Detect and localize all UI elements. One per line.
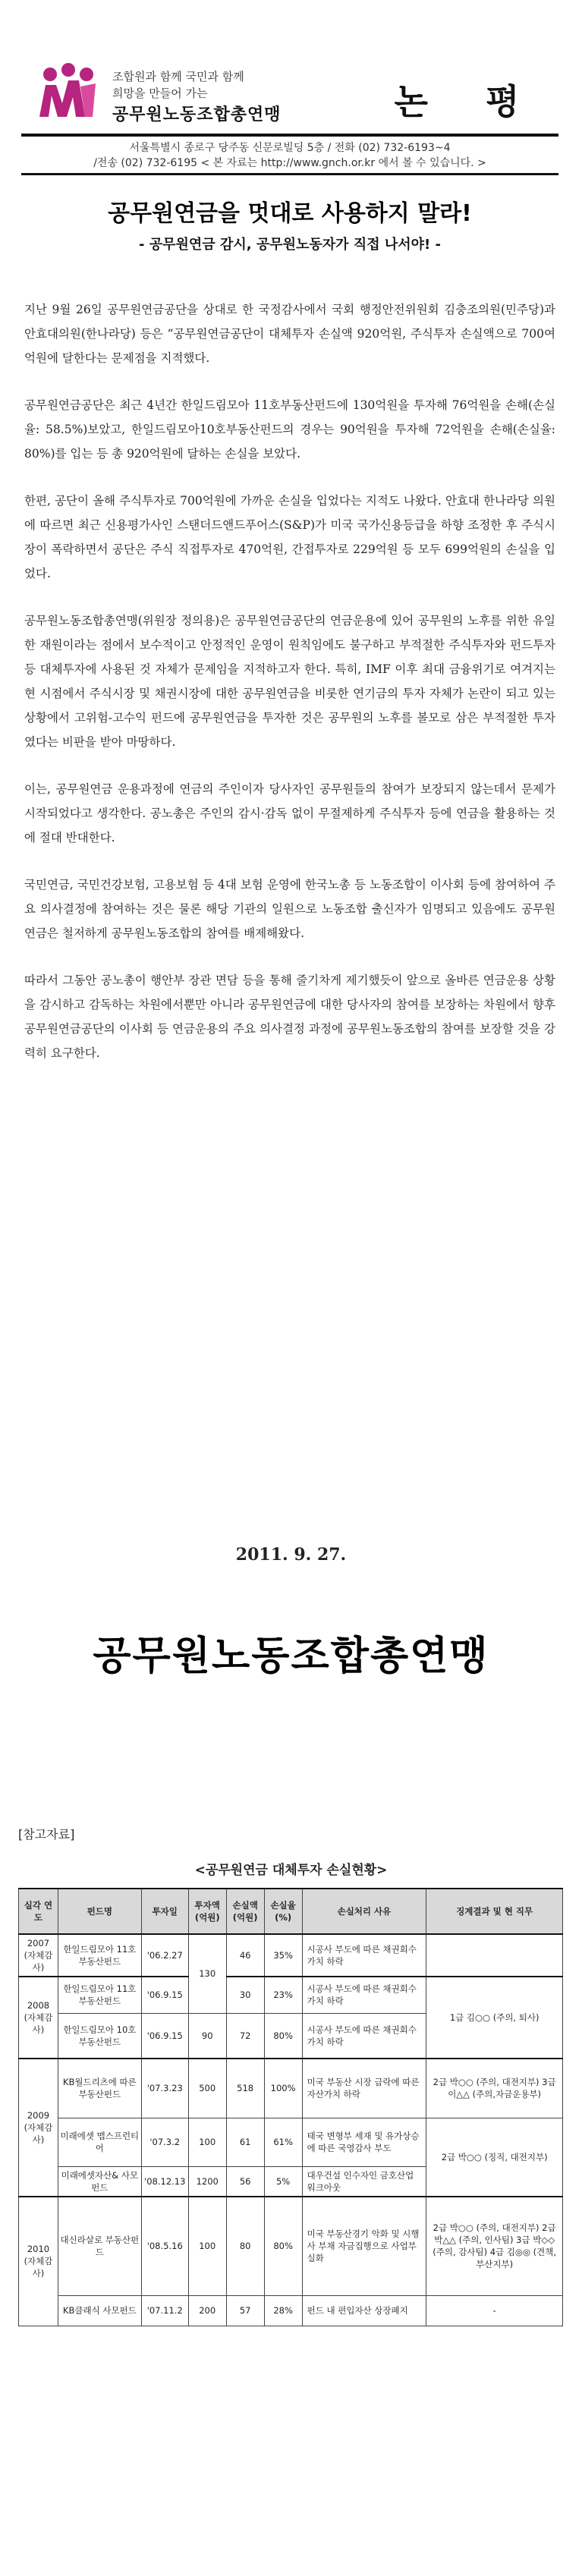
- paragraph: 지난 9월 26일 공무원연금공단을 상대로 한 국정감사에서 국회 행정안전위원회 김충조의원(민주당)과 안효대의원(한나라당) 등은 “공무원연금공단이 대체투자 손실액 920억원, 주식투자 손실액으로 700여억원에 달한다는 문제점을 지적했다.: [24, 303, 555, 365]
- paragraph: 이는, 공무원연금 운용과정에 연금의 주인이자 당사자인 공무원들의 참여가 보장되지 않는데서 문제가 시작되었다고 생각한다. 공노총은 주인의 감시·감독 없이 무절제하게 주식투자 등에 연금을 활용하는 것에 절대 반대한다.: [24, 782, 555, 845]
- cell-reason: 대우건설 인수자인 금호산업 워크아웃: [302, 2166, 426, 2197]
- cell-loss: 61: [226, 2118, 264, 2166]
- cell-rate: 35%: [264, 1934, 302, 1977]
- cell-discipline: -: [426, 2295, 563, 2326]
- cell-loss: 72: [226, 2013, 264, 2059]
- cell-reason: 시공사 부도에 따른 채권회수가치 하락: [302, 2013, 426, 2059]
- cell-fund: KB월드리츠에 따른 부동산펀드: [58, 2059, 141, 2118]
- investment-loss-table: [18, 1888, 563, 2326]
- issuing-organization: 공무원노동조합총연맹: [93, 1634, 489, 1679]
- cell-invest: 100: [188, 2118, 226, 2166]
- cell-rate: 28%: [264, 2295, 302, 2326]
- article-body: [24, 297, 555, 1088]
- header-cell: 실각 연도: [19, 1889, 58, 1934]
- cell-loss: 30: [226, 1977, 264, 2013]
- logo-tagline-2: 희망을 만들어 가는: [112, 86, 208, 100]
- cell-year: 2010 (자체감사): [19, 2197, 58, 2326]
- cell-rate: 80%: [264, 2013, 302, 2059]
- cell-date: '08.12.13: [141, 2166, 188, 2197]
- cell-discipline: 2급 박○○ (주의, 대전지부) 3급 이△△ (주의,자금운용부): [426, 2059, 563, 2118]
- cell-invest: 130: [188, 1934, 226, 2013]
- cell-fund: 미래에셋 맵스프런티어: [58, 2118, 141, 2166]
- cell-date: '07.11.2: [141, 2295, 188, 2326]
- cell-loss: 56: [226, 2166, 264, 2197]
- cell-invest: 1200: [188, 2166, 226, 2197]
- issue-date: 2011. 9. 27.: [235, 1545, 347, 1565]
- article-subtitle: - 공무원연금 감시, 공무원노동자가 직접 나서야! -: [139, 237, 441, 253]
- cell-date: '08.5.16: [141, 2197, 188, 2295]
- table-row: [19, 2059, 563, 2118]
- cell-fund: KB클래식 사모펀드: [58, 2295, 141, 2326]
- paragraph: 공무원노동조합총연맹(위원장 정의용)은 공무원연금공단의 연금운용에 있어 공무원의 노후를 위한 유일한 재원이라는 점에서 보수적이고 안정적인 운영이 원칙임에도 불구하고 부적절한 주식투자와 펀드투자 등 대체투자에 사용된 것 자체가 문제임을 지적하고자 한다. 특히, IMF 이후 최대 금융위기로 여겨지는 현 시점에서 주식시장 및 채권시장에 대한 공무원연금을 비롯한 연기금의 투자 자체가 논란이 되고 있는 상황에서 고위험-고수익 펀드에 공무원연금을 투자한 것은 공무원의 노후를 볼모로 삼은 부적절한 투자였다는 비판을 받아 마땅하다.: [24, 614, 555, 749]
- document-type-label: 논 평: [394, 81, 543, 122]
- cell-fund: 한일드림모아 11호부동산펀드: [58, 1977, 141, 2013]
- cell-reason: 시공사 부도에 따른 채권회수가치 하락: [302, 1934, 426, 1977]
- cell-fund: 대신라살로 부동산펀드: [58, 2197, 141, 2295]
- cell-fund: 한일드림모아 11호부동산펀드: [58, 1934, 141, 1977]
- table-row: [19, 2118, 563, 2166]
- cell-reason: 시공사 부도에 따른 채권회수가치 하락: [302, 1977, 426, 2013]
- header-cell: 징계결과 및 현 직무: [426, 1889, 563, 1934]
- cell-fund: 미래에셋자산& 사모펀드: [58, 2166, 141, 2197]
- table-row: [19, 2295, 563, 2326]
- cell-year: 2009 (자체감사): [19, 2059, 58, 2197]
- cell-date: '06.2.27: [141, 1934, 188, 1977]
- paragraph: 한편, 공단이 올해 주식투자로 700억원에 가까운 손실을 입었다는 지적도 나왔다. 안효대 한나라당 의원에 따르면 최근 신용평가사인 스탠더드앤드푸어스(S&P)가 미국 국가신용등급을 하향 조정한 후 주식시장이 폭락하면서 공단은 주식 직접투자로 470억원, 간접투자로 229억원 등 모두 699억원의 손실을 입었다.: [24, 494, 555, 580]
- cell-reason: 미국 부동산경기 악화 및 시행사 부채 자금집행으로 사업부실화: [302, 2197, 426, 2295]
- header-cell: 손실처리 사유: [302, 1889, 426, 1934]
- header-divider: [21, 134, 558, 137]
- header-cell: 손실액 (억원): [226, 1889, 264, 1934]
- cell-reason: 태국 변형부 세재 및 유가상승에 따른 국영감사 부도: [302, 2118, 426, 2166]
- cell-rate: 61%: [264, 2118, 302, 2166]
- cell-rate: 23%: [264, 1977, 302, 2013]
- cell-rate: 5%: [264, 2166, 302, 2197]
- table-header-row: [19, 1889, 563, 1934]
- contact-line-2: /전송 (02) 732-6195 < 본 자료는 http://www.gnch.or.kr 에서 볼 수 있습니다. >: [93, 157, 486, 169]
- letterhead: [21, 46, 558, 129]
- header-cell: 투자일: [141, 1889, 188, 1934]
- cell-discipline: 1급 김○○ (주의, 퇴사): [426, 1977, 563, 2059]
- contact-line-1: 서울특별시 종로구 당주동 신문로빌딩 5층 / 전화 (02) 732-6193~4: [129, 142, 451, 154]
- cell-discipline: [426, 1934, 563, 1977]
- cell-date: '06.9.15: [141, 2013, 188, 2059]
- cell-invest: 200: [188, 2295, 226, 2326]
- cell-invest: 500: [188, 2059, 226, 2118]
- table-title: <공무원연금 대체투자 손실현황>: [194, 1863, 388, 1878]
- header-cell: 펀드명: [58, 1889, 141, 1934]
- cell-fund: 한일드림모아 10호부동산펀드: [58, 2013, 141, 2059]
- union-logo-icon: [35, 61, 100, 121]
- cell-date: '07.3.2: [141, 2118, 188, 2166]
- organization-logo: [21, 46, 348, 129]
- header-cell: 손실율 (%): [264, 1889, 302, 1934]
- logo-org-name: 공무원노동조합총연맹: [112, 105, 282, 124]
- paragraph: 따라서 그동안 공노총이 행안부 장관 면담 등을 통해 줄기차게 제기했듯이 앞으로 올바른 연금운용 상황을 감시하고 감독하는 차원에서뿐만 아니라 공무원연금에 대한 당사자의 참여를 보장하는 차원에서 향후 공무원연금공단의 이사회 등 연금운용의 주요 의사결정 과정에 공무원노동조합의 참여를 보장할 것을 강력히 요구한다.: [24, 973, 555, 1060]
- logo-tagline-1: 조합원과 함께 국민과 함께: [112, 70, 244, 83]
- cell-invest: 90: [188, 2013, 226, 2059]
- paragraph: 공무원연금공단은 최근 4년간 한일드림모아 11호부동산펀드에 130억원을 투자해 76억원을 손해(손실율: 58.5%)보았고, 한일드림모아10호부동산펀드의 경우는 90억원을 투자해 72억원을 손해(손실율: 80%)를 입는 등 총 920억원에 달하는 손실을 보았다.: [24, 398, 555, 461]
- cell-loss: 80: [226, 2197, 264, 2295]
- cell-loss: 46: [226, 1934, 264, 1977]
- cell-reason: 펀드 내 편입자산 상장폐지: [302, 2295, 426, 2326]
- reference-label: [참고자료]: [18, 1827, 75, 1842]
- cell-rate: 80%: [264, 2197, 302, 2295]
- contact-divider: [21, 173, 558, 175]
- paragraph: 국민연금, 국민건강보험, 고용보험 등 4대 보험 운영에 한국노총 등 노동조합이 이사회 등에 참여하여 주요 의사결정에 참여하는 것은 물론 해당 기관의 일원으로 노동조합 출신자가 임명되고 있음에도 공무원연금은 철저하게 공무원노동조합의 참여를 배제해왔다.: [24, 878, 555, 940]
- header-cell: 투자액 (억원): [188, 1889, 226, 1934]
- article-title: 공무원연금을 멋대로 사용하지 말라!: [108, 200, 472, 227]
- cell-discipline: 2급 박○○ (주의, 대전지부) 2급 박△△ (주의, 인사팀) 3급 박◇◇ (주의, 감사팀) 4급 김◎◎ (견책, 부산지부): [426, 2197, 563, 2295]
- table-row: [19, 1977, 563, 2013]
- cell-year: 2008 (자체감사): [19, 1977, 58, 2059]
- table-row: [19, 2197, 563, 2295]
- cell-discipline: 2급 박○○ (징직, 대전지부): [426, 2118, 563, 2197]
- cell-rate: 100%: [264, 2059, 302, 2118]
- cell-invest: 100: [188, 2197, 226, 2295]
- cell-reason: 미국 부동산 시장 급락에 따른 자산가치 하락: [302, 2059, 426, 2118]
- table-row: [19, 1934, 563, 1977]
- cell-loss: 57: [226, 2295, 264, 2326]
- cell-date: '06.9.15: [141, 1977, 188, 2013]
- cell-year: 2007 (자체감사): [19, 1934, 58, 1977]
- cell-date: '07.3.23: [141, 2059, 188, 2118]
- cell-loss: 518: [226, 2059, 264, 2118]
